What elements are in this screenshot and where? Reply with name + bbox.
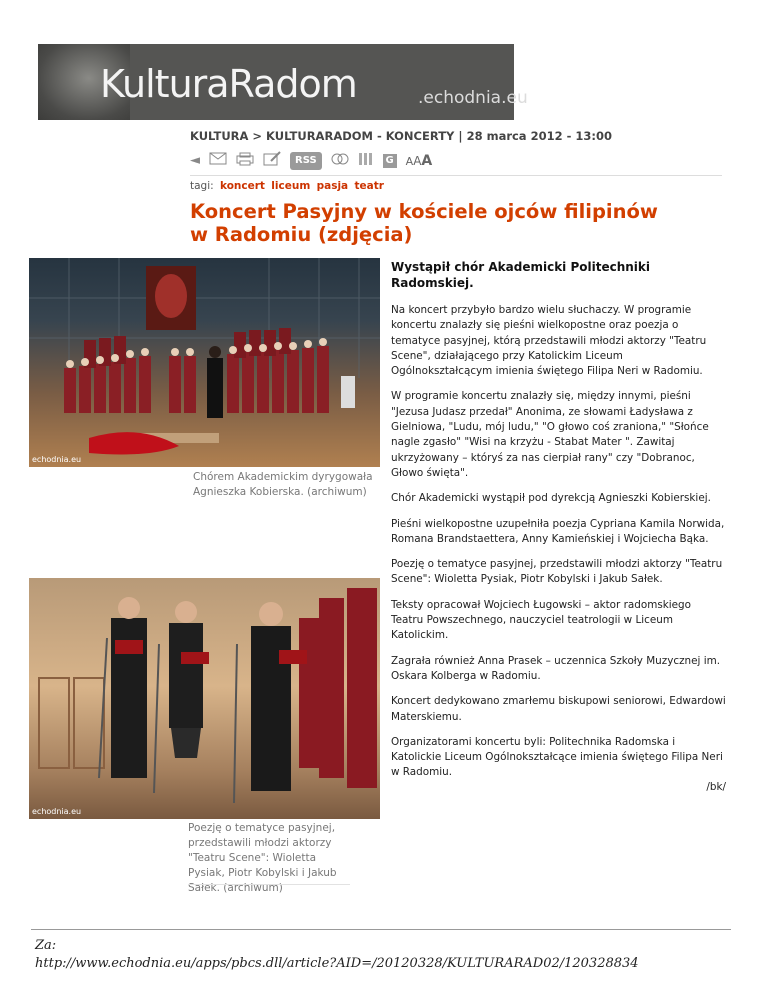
article-paragraph: Zagrała również Anna Prasek – uczennica Szkoły Muzycznej im. Oskara Kolberga w Radomiu.: [391, 654, 721, 682]
source-label: Za:: [35, 938, 57, 953]
comment-edit-icon[interactable]: [263, 152, 281, 171]
photo-watermark: echodnia.eu: [32, 455, 82, 464]
article-paragraph: Organizatorami koncertu byli: Politechnika Radomska i Katolickie Liceum Ogólnokształcące imienia świętego Filipa Neri w Radomiu.: [391, 735, 723, 779]
site-logo: KulturaRadom: [100, 62, 357, 106]
print-icon[interactable]: [236, 152, 254, 171]
photo-caption: Poezję o tematyce pasyjnej, przedstawili młodzi aktorzy "Teatru Scene": Wioletta Pysiak, Piotr Kobylski i Jakub Sałek. (archiwum): [188, 822, 337, 894]
photo-watermark: echodnia.eu: [32, 807, 82, 816]
site-banner[interactable]: [38, 44, 528, 120]
choir-photo[interactable]: [29, 258, 380, 467]
rss-icon[interactable]: RSS: [290, 152, 322, 170]
article-paragraph: Pieśni wielkopostne uzupełniła poezja Cypriana Kamila Norwida, Romana Brandstaettera, Anny Kamieńskiej i Wojciecha Bąka.: [391, 517, 725, 545]
actors-photo[interactable]: [29, 578, 380, 819]
google-icon[interactable]: G: [383, 154, 397, 168]
tags-label: tagi:: [190, 180, 214, 192]
source-note: [35, 937, 639, 973]
article-lead: Wystąpił chór Akademicki Politechniki Radomskiej.: [391, 260, 651, 290]
breadcrumb[interactable]: KULTURA > KULTURARADOM - KONCERTY | 28 marca 2012 - 13:00: [190, 129, 612, 143]
tag-link[interactable]: teatr: [354, 180, 384, 192]
email-icon[interactable]: [209, 152, 227, 170]
article-paragraph: W programie koncertu znalazły się, między innymi, pieśni "Jezusa Judasz przedał" Anonima, ze słowami Ładysława z Gielniowa, "Ludu, mój ludu," "O głowo coś zraniona," "Słońce nagle zgasło" "Wisi na krzyżu - Stabat Mater ". Zawitaj ukrzyżowany – któryś za nas cierpiał rany" czy "Dobranoc, Głowo święta".: [391, 390, 709, 479]
source-url[interactable]: http://www.echodnia.eu/apps/pbcs.dll/article?AID=/20120328/KULTURARAD02/120328834: [35, 956, 639, 971]
bookmark-icon[interactable]: [358, 152, 374, 171]
article-paragraph: Koncert dedykowano zmarłemu biskupowi seniorowi, Edwardowi Materskiemu.: [391, 695, 726, 723]
font-size-small[interactable]: A: [405, 155, 414, 168]
article-toolbar: [190, 152, 432, 170]
article-paragraph: Teksty opracował Wojciech Ługowski – aktor radomskiego Teatru Powszechnego, nauczyciel teatrologii w Liceum Katolickim.: [391, 598, 691, 642]
tag-link[interactable]: liceum: [271, 180, 311, 192]
share-icon[interactable]: [331, 152, 349, 171]
tags-row: [190, 180, 384, 192]
font-size-control[interactable]: [406, 153, 433, 169]
back-arrow-icon[interactable]: ◄: [190, 153, 200, 168]
toolbar-divider: [190, 175, 722, 176]
article-paragraph: Chór Akademicki wystąpił pod dyrekcją Agnieszki Kobierskiej.: [391, 492, 711, 505]
tag-link[interactable]: pasja: [316, 180, 349, 192]
article-title: Koncert Pasyjny w kościele ojców filipinów w Radomiu (zdjęcia): [190, 200, 658, 246]
font-size-mid[interactable]: A: [413, 154, 422, 168]
site-domain: .echodnia.eu: [418, 88, 528, 108]
article-paragraph: Poezję o tematyce pasyjnej, przedstawili młodzi aktorzy "Teatru Scene": Wioletta Pysiak, Piotr Kobylski i Jakub Sałek.: [391, 558, 723, 586]
article-body: [391, 259, 726, 793]
font-size-big[interactable]: A: [421, 153, 433, 169]
footer-divider: [31, 929, 731, 930]
photo-caption: Chórem Akademickim dyrygowała Agnieszka Kobierska. (archiwum): [193, 471, 373, 498]
caption-divider: [188, 884, 350, 885]
tag-link[interactable]: koncert: [220, 180, 265, 192]
author-signature: /bk/: [706, 780, 726, 793]
article-paragraph: Na koncert przybyło bardzo wielu słuchaczy. W programie koncertu znalazły się pieśni wielkopostne oraz poezja o tematyce pasyjnej, którą przedstawili młodzi aktorzy "Teatru Scene", działającego przy Katolickim Liceum Ogólnokształcącym imienia świętego Filipa Neri w Radomiu.: [391, 304, 707, 378]
